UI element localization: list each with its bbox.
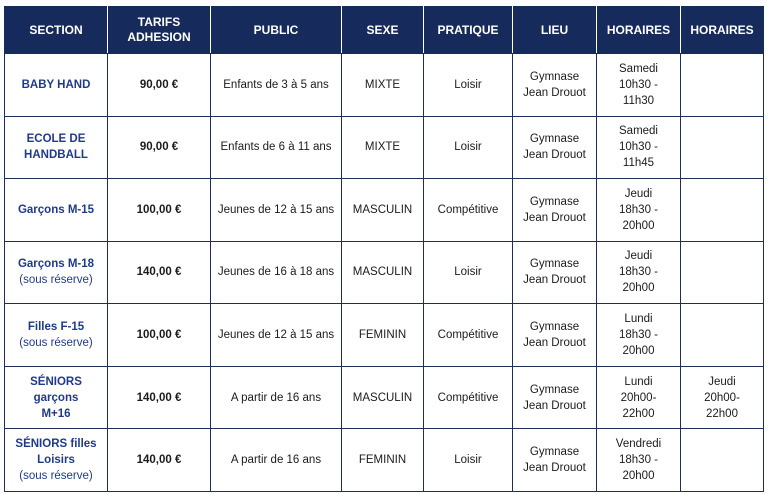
horaires-1-cell-line: 18h30 - — [618, 266, 658, 279]
public-cell: Jeunes de 12 à 15 ans — [211, 304, 342, 367]
tarifs-table — [4, 6, 764, 492]
horaires-1-cell-line: Lundi — [624, 375, 653, 388]
horaires-2-cell-line: 22h00 — [706, 407, 738, 420]
lieu-cell-line: Gymnase — [529, 383, 580, 396]
lieu-cell-line: Gymnase — [529, 321, 580, 334]
horaires-1-cell — [597, 179, 681, 242]
lieu-cell — [513, 116, 597, 179]
lieu-cell-line: Jean Drouot — [523, 149, 586, 162]
horaires-1-cell-line: 10h30 - — [618, 141, 658, 154]
header-row — [5, 7, 764, 54]
lieu-cell-line: Gymnase — [529, 258, 580, 271]
pratique-cell: Loisir — [424, 241, 513, 304]
table-row — [5, 429, 764, 492]
horaires-1-cell-line: Vendredi — [615, 438, 662, 451]
section-cell — [5, 54, 108, 117]
section-name: HANDBALL — [24, 149, 88, 162]
public-cell: Jeunes de 12 à 15 ans — [211, 179, 342, 242]
header-horaires-2: HORAIRES — [681, 7, 764, 54]
lieu-cell-line: Jean Drouot — [523, 211, 586, 224]
horaires-1-cell-line: Jeudi — [624, 250, 653, 263]
horaires-1-cell-line: 20h00 — [622, 282, 655, 295]
section-cell — [5, 116, 108, 179]
sexe-cell: MASCULIN — [342, 179, 424, 242]
horaires-1-cell-line: Lundi — [624, 313, 653, 326]
horaires-2-cell-line: Jeudi — [708, 375, 736, 388]
public-cell: A partir de 16 ans — [211, 429, 342, 492]
section-cell — [5, 179, 108, 242]
lieu-cell — [513, 179, 597, 242]
public-cell: Enfants de 6 à 11 ans — [211, 116, 342, 179]
lieu-cell — [513, 366, 597, 429]
table-header — [5, 7, 764, 54]
tarif-cell: 90,00 € — [108, 54, 211, 117]
section-name: SÉNIORS garçons — [30, 375, 82, 404]
pratique-cell: Compétitive — [424, 304, 513, 367]
horaires-1-cell-line: Samedi — [619, 62, 658, 75]
pratique-cell: Compétitive — [424, 366, 513, 429]
horaires-1-cell-line: 20h00 — [622, 219, 655, 232]
horaires-2-cell — [681, 304, 764, 367]
table-row — [5, 179, 764, 242]
table-row — [5, 304, 764, 367]
horaires-1-cell — [597, 304, 681, 367]
lieu-cell-line: Jean Drouot — [523, 86, 586, 99]
sexe-cell: MASCULIN — [342, 366, 424, 429]
lieu-cell — [513, 429, 597, 492]
section-cell — [5, 429, 108, 492]
pratique-cell: Loisir — [424, 54, 513, 117]
horaires-1-cell-line: 18h30 - — [618, 203, 658, 216]
horaires-1-cell — [597, 54, 681, 117]
table-body — [5, 54, 764, 492]
horaires-2-cell-line: 20h00- — [704, 391, 740, 404]
horaires-1-cell-line: Jeudi — [624, 187, 653, 200]
pratique-cell: Compétitive — [424, 179, 513, 242]
header-horaires-1: HORAIRES — [597, 7, 681, 54]
section-name: Filles F-15 — [27, 321, 85, 334]
lieu-cell — [513, 54, 597, 117]
section-name: Garçons M-15 — [17, 203, 95, 216]
horaires-1-cell-line: 18h30 - — [618, 329, 658, 342]
horaires-1-cell-line: 18h30 - — [618, 454, 658, 467]
lieu-cell — [513, 304, 597, 367]
section-cell — [5, 304, 108, 367]
pratique-cell: Loisir — [424, 116, 513, 179]
header-public: PUBLIC — [211, 7, 342, 54]
sexe-cell: MIXTE — [342, 116, 424, 179]
horaires-1-cell-line: 11h45 — [622, 157, 655, 170]
table-row — [5, 116, 764, 179]
section-name: M+16 — [41, 407, 71, 420]
lieu-cell-line: Gymnase — [529, 133, 580, 146]
section-name: SÉNIORS filles — [15, 438, 97, 451]
section-cell — [5, 366, 108, 429]
lieu-cell-line: Gymnase — [529, 446, 580, 459]
horaires-1-cell-line: 20h00- — [620, 391, 657, 404]
lieu-cell-line: Jean Drouot — [523, 399, 586, 412]
header-tarifs: TARIFS ADHESION — [108, 7, 211, 54]
table-row — [5, 54, 764, 117]
header-lieu: LIEU — [513, 7, 597, 54]
horaires-1-cell — [597, 116, 681, 179]
section-name: Loisirs — [37, 454, 75, 467]
table-row — [5, 241, 764, 304]
sexe-cell: MASCULIN — [342, 241, 424, 304]
horaires-2-cell — [681, 116, 764, 179]
public-cell: A partir de 16 ans — [211, 366, 342, 429]
horaires-2-cell — [681, 241, 764, 304]
horaires-1-cell-line: 11h30 — [622, 94, 655, 107]
section-note: (sous réserve) — [19, 337, 93, 350]
tarif-cell: 140,00 € — [108, 429, 211, 492]
public-cell: Enfants de 3 à 5 ans — [211, 54, 342, 117]
lieu-cell-line: Gymnase — [529, 70, 580, 83]
horaires-2-cell — [681, 429, 764, 492]
horaires-1-cell-line: 10h30 - — [618, 78, 658, 91]
lieu-cell-line: Jean Drouot — [523, 337, 586, 350]
header-sexe: SEXE — [342, 7, 424, 54]
horaires-1-cell-line: 22h00 — [622, 407, 655, 420]
pratique-cell: Loisir — [424, 429, 513, 492]
header-section: SECTION — [5, 7, 108, 54]
section-note: (sous réserve) — [19, 470, 93, 483]
sexe-cell: FEMININ — [342, 304, 424, 367]
sexe-cell: FEMININ — [342, 429, 424, 492]
section-cell — [5, 241, 108, 304]
section-note: (sous réserve) — [19, 274, 93, 287]
lieu-cell-line: Jean Drouot — [523, 274, 586, 287]
horaires-2-cell — [681, 179, 764, 242]
horaires-1-cell-line: Samedi — [619, 125, 658, 138]
tarif-cell: 100,00 € — [108, 304, 211, 367]
horaires-1-cell — [597, 366, 681, 429]
header-pratique: PRATIQUE — [424, 7, 513, 54]
lieu-cell — [513, 241, 597, 304]
tarif-cell: 140,00 € — [108, 366, 211, 429]
section-name: ECOLE DE — [26, 133, 86, 146]
horaires-1-cell-line: 20h00 — [622, 470, 655, 483]
section-name: Garçons M-18 — [17, 258, 95, 271]
tarif-cell: 100,00 € — [108, 179, 211, 242]
tarif-cell: 90,00 € — [108, 116, 211, 179]
horaires-2-cell — [681, 366, 764, 429]
sexe-cell: MIXTE — [342, 54, 424, 117]
lieu-cell-line: Jean Drouot — [523, 462, 586, 475]
public-cell: Jeunes de 16 à 18 ans — [211, 241, 342, 304]
section-name: BABY HAND — [21, 78, 91, 91]
horaires-1-cell — [597, 241, 681, 304]
horaires-2-cell — [681, 54, 764, 117]
horaires-1-cell — [597, 429, 681, 492]
table-row — [5, 366, 764, 429]
lieu-cell-line: Gymnase — [529, 195, 580, 208]
tarif-cell: 140,00 € — [108, 241, 211, 304]
horaires-1-cell-line: 20h00 — [622, 345, 655, 358]
